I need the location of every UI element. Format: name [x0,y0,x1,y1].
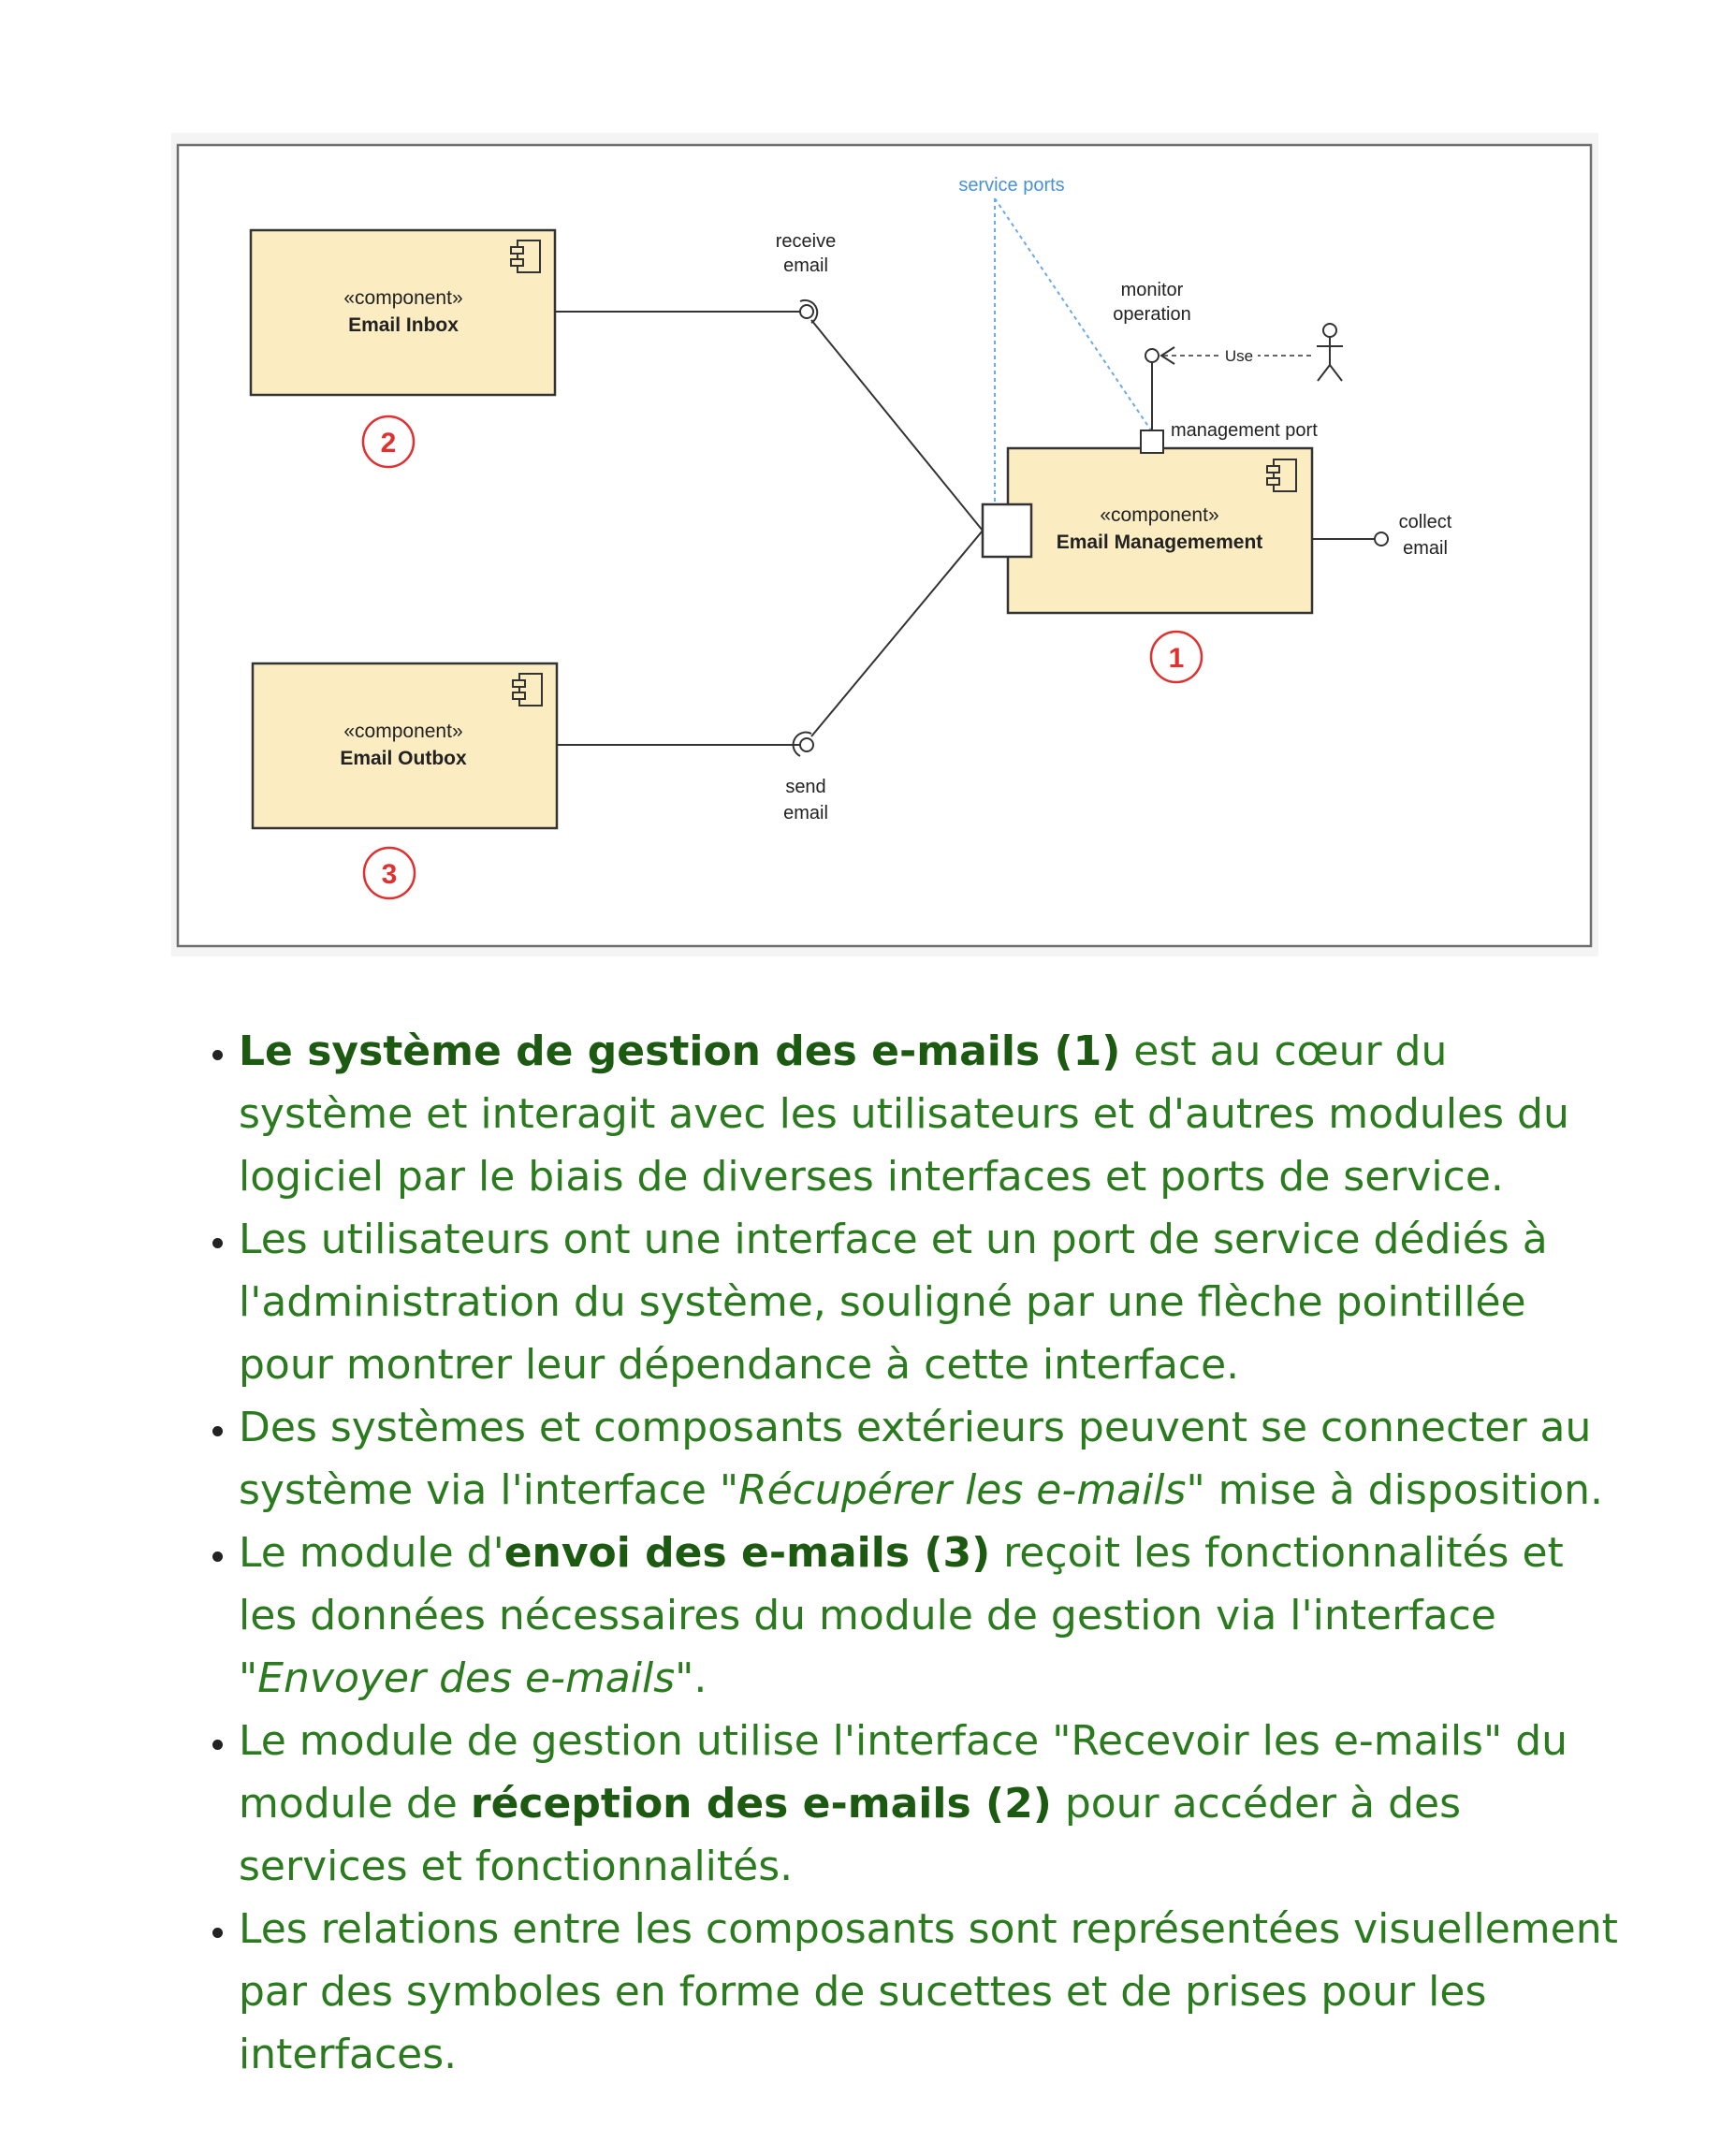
receive-label-line-1: receive [775,231,837,252]
list-item: • Le système de gestion des e-mails (1) est au cœur du système et interagit avec les utilisateurs et d'autres modules du logiciel par le biais de diverses interfaces et ports de service. [239,1020,1624,1208]
stereotype-label: «component» [1100,504,1219,526]
send-lollipop [800,738,813,751]
email-inbox-component [251,230,555,395]
list-item: • Le module de gestion utilise l'interface "Recevoir les e-mails" du module de réception des e-mails (2) pour accéder à des services et fonctionnalités. [239,1710,1624,1898]
collect-label-line-1: collect [1398,512,1452,532]
monitor-label-line-2: operation [1113,304,1191,325]
stereotype-label: «component» [343,287,463,309]
service-port [983,504,1031,557]
list-item: • Les relations entre les composants sont représentées visuellement par des symboles en forme de sucettes et de prises pour les interfaces. [239,1898,1624,2086]
diagram-figure [171,133,1598,956]
collect-lollipop [1375,532,1388,546]
service-ports-label: service ports [958,175,1065,196]
monitor-label-line-1: monitor [1120,280,1184,300]
management-port [1141,430,1163,453]
receive-label-line-2: email [783,255,828,276]
svg-text:1: 1 [1168,643,1185,674]
send-label-line-1: send [785,777,826,797]
email-management-component [1008,448,1312,613]
collect-label-line-2: email [1403,538,1448,559]
list-item: • Des systèmes et composants extérieurs peuvent se connecter au système via l'interface "Récupérer les e-mails" mise à disposition. [239,1396,1624,1522]
marker-1 [1151,632,1202,682]
explanation-list [187,1020,1624,2086]
svg-text:2: 2 [380,428,397,459]
component-name: Email Outbox [340,748,467,769]
list-item: • Le module d'envoi des e-mails (3) reçoit les fonctionnalités et les données nécessaires du module de gestion via l'interface "Envoyer des e-mails". [239,1522,1624,1710]
email-outbox-component [253,663,557,828]
send-label-line-2: email [783,803,828,823]
component-name: Email Inbox [348,314,459,336]
svg-text:3: 3 [381,859,398,890]
marker-3 [364,848,415,898]
stereotype-label: «component» [343,721,463,742]
monitor-lollipop [1145,349,1159,362]
use-label: Use [1224,347,1254,365]
component-diagram [171,133,1598,956]
marker-2 [363,416,414,467]
component-name: Email Managemement [1056,532,1263,553]
list-item: • Les utilisateurs ont une interface et un port de service dédiés à l'administration du système, souligné par une flèche pointillée pour montrer leur dépendance à cette interface. [239,1208,1624,1396]
management-port-label: management port [1171,420,1318,441]
receive-lollipop [800,305,813,318]
